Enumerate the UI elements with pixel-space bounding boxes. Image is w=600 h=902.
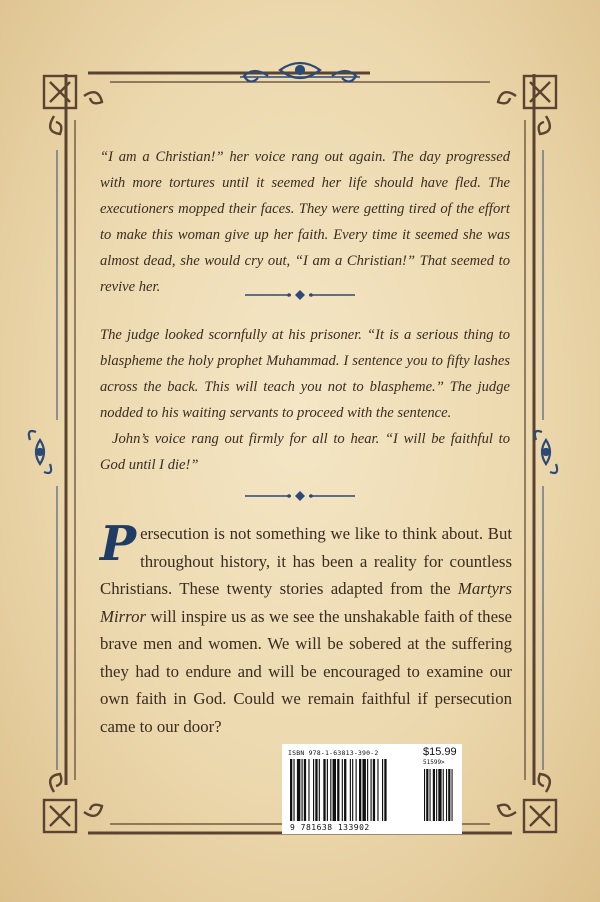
description-text-part-one: ersecution is not something we like to think about. But throughout history, it has been a reality for countless Christians. These twenty stories adapted from the [100,524,512,598]
isbn-barcode [282,744,462,834]
book-title-reference: Martyrs Mirror [100,579,512,626]
top-center-flourish [240,63,360,82]
excerpt-one: “I am a Christian!” her voice rang out again. The day progressed with more tortures until it seemed her life should have fled. The executioners mopped their faces. They were getting tired of the effort to make this woman give up her faith. Every time it seemed she was almost dead, she would cry out, “I am a Christian!” That seemed to revive her. [100,149,510,295]
barcode-bars [290,759,456,821]
excerpt-two-paragraph-two: John’s voice rang out firmly for all to hear. “I will be faithful to God until I die!” [100,431,510,473]
book-description [100,516,512,740]
barcode-number: 9 781638 133902 [290,823,370,832]
corner-ornament-bottom-right [498,774,556,832]
left-side-flourish [29,431,51,473]
description-text-part-two: will inspire us as we see the unshakable faith of these brave men and women. We will be sobered at the suffering they had to endure and will be encouraged to examine our own faith in God. Could we remain faithful if persecution came to our door? [100,606,512,736]
section-divider-two [245,489,355,503]
right-side-flourish [535,431,557,473]
corner-ornament-bottom-left [44,774,102,832]
section-divider-one [245,288,355,302]
excerpt-two [100,322,510,478]
price-addon-code: 51599> [423,759,445,766]
isbn-label: ISBN 978-1-63813-390-2 [288,749,379,757]
corner-ornament-top-left [44,76,102,134]
corner-ornament-top-right [498,76,556,134]
drop-cap: P [100,516,137,572]
excerpt-two-paragraph-one: The judge looked scornfully at his prisoner. “It is a serious thing to blaspheme the holy prophet Muhammad. I sentence you to fifty lashes across the back. This will teach you not to blaspheme.” The judge nodded to his waiting servants to proceed with the sentence. [100,327,510,421]
price-label: $15.99 [423,746,457,758]
